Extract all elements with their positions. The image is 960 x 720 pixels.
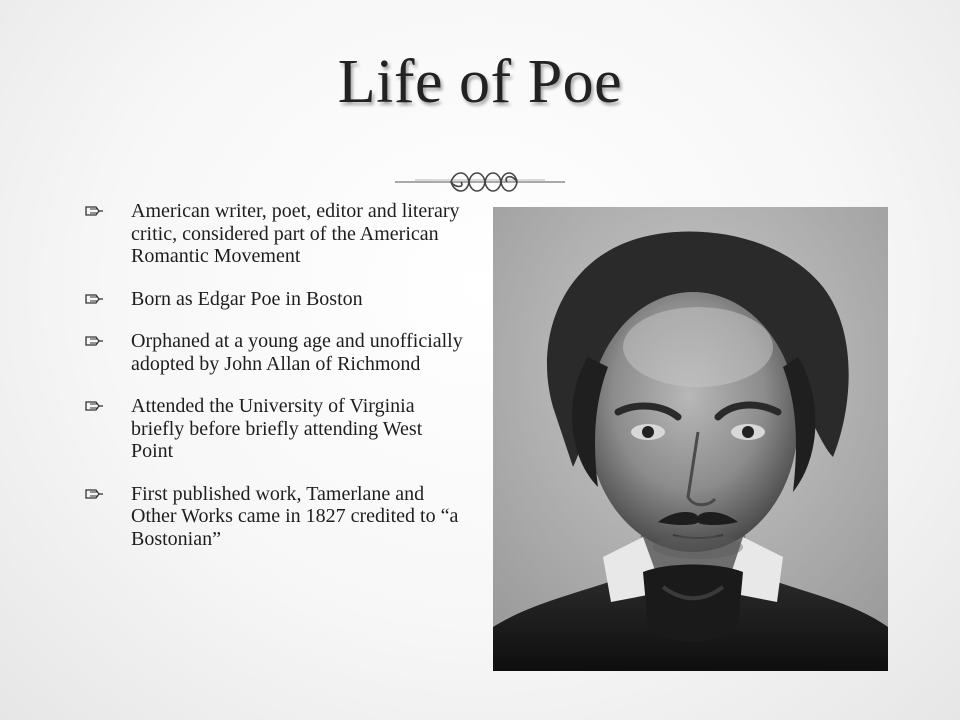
slide-title: Life of Poe <box>337 48 623 116</box>
scroll-bullet-icon <box>84 292 104 306</box>
portrait-illustration <box>493 207 888 671</box>
scroll-bullet-icon <box>84 334 104 348</box>
portrait-photo <box>493 207 888 671</box>
bullet-text: Orphaned at a young age and unofficially adopted by John Allan of Richmond <box>131 330 463 375</box>
bullet-item <box>84 330 464 375</box>
scroll-bullet-icon <box>84 487 104 501</box>
bullet-item <box>84 200 464 268</box>
scroll-bullet-icon <box>84 399 104 413</box>
bullet-text: American writer, poet, editor and literary critic, considered part of the American Romantic Movement <box>131 200 460 267</box>
bullet-text: Attended the University of Virginia briefly before briefly attending West Point <box>131 395 423 462</box>
bullet-item <box>84 483 464 551</box>
scroll-bullet-icon <box>84 204 104 218</box>
bullet-text: Born as Edgar Poe in Boston <box>131 287 363 310</box>
bullet-text: First published work, Tamerlane and Other Works came in 1827 credited to “a Bostonian” <box>131 482 459 550</box>
bullet-item <box>84 288 464 311</box>
bullet-list <box>84 200 464 570</box>
bullet-item <box>84 395 464 463</box>
flourish-divider-icon <box>395 168 565 196</box>
